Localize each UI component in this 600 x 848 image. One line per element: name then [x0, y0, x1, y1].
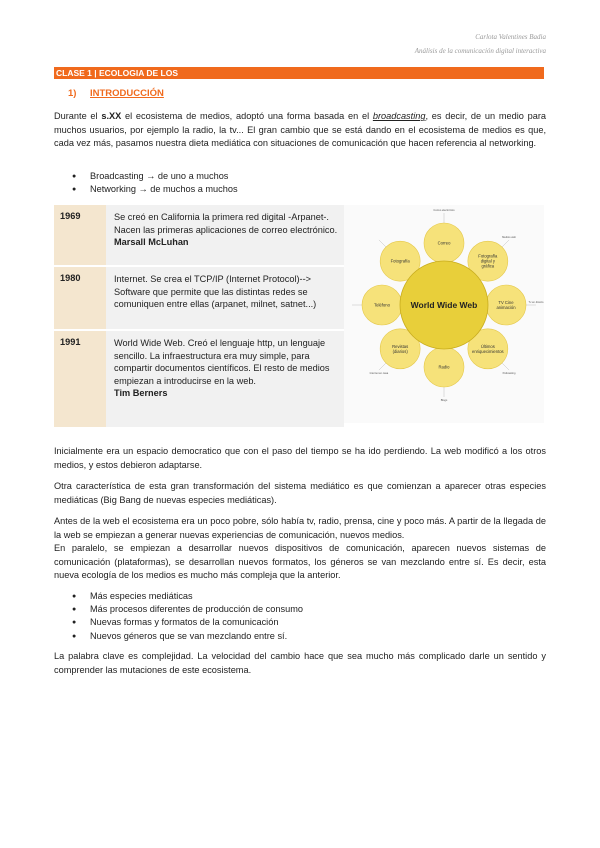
list-item: ● Nuevos géneros que se van mezclando entre sí. [72, 630, 303, 643]
page-header [415, 30, 546, 58]
paragraph: En paralelo, se empiezan a desarrollar nuevos dispositivos de comunicación, aparecen nuevos sistemas de comunicación (plataformas), se desarrollan nuevos formatos, los géneros se van mezclando entre sí. Es decir, esta nueva ecología de los medios es mucho más compleja que la anterior. [54, 543, 546, 580]
conclusion-paragraph: La palabra clave es complejidad. La velocidad del cambio hace que sea mucho más complicado darle un sentido y comprender las mutaciones de este ecosistema. [54, 651, 546, 675]
diagram-petal-label: gráfica [481, 263, 495, 269]
diagram-petal-label: Fotografía [390, 258, 410, 264]
header-author: Carlota Valentines Badia [475, 33, 546, 41]
diagram-petal-label: Correo [437, 240, 451, 246]
diagram-note: Tv en directo [528, 301, 544, 304]
intro-bold: s.XX [101, 111, 122, 121]
paragraph: Otra característica de esta gran transformación del sistema mediático es que comienzan a aparecer otras especies mediáticas (Big Bang de nuevas especies mediáticas). [54, 481, 546, 505]
diagram-petal-label: (diarios) [392, 348, 408, 354]
timeline-year: 1991 [54, 331, 106, 427]
list-item: ● Nuevas formas y formatos de la comunicación [72, 616, 303, 629]
diagram-note: Correo electrónico [433, 209, 455, 212]
diagram-petal-label: Últimos [480, 343, 495, 349]
subsection-number: 1) [68, 88, 77, 99]
table-row [54, 205, 344, 267]
diagram-petal-label: Fotografía [478, 253, 498, 259]
diagram-petal-label: enriquecimientos [472, 348, 504, 354]
changes-list [72, 590, 303, 643]
timeline-year: 1980 [54, 267, 106, 329]
diagram-petal-label: Radio [438, 364, 450, 370]
timeline-text: Internet. Se crea el TCP/IP (Internet Protocol)--> Software que permite que las distintas redes se comuniquen entre ellas (arpanet, milnet, satnet...) [114, 274, 317, 309]
intro-italic: broadcasting [372, 111, 426, 121]
timeline-table [54, 205, 344, 429]
diagram-petal-label: Revistas [392, 343, 409, 349]
paragraph: Antes de la web el ecosistema era un poco pobre, sólo había tv, radio, prensa, cine y poco más. A partir de la llegada de la web se empiezan a generar nuevas experiencias de comunicación, nuevos medios. [54, 516, 546, 540]
diagram-note: Medios web [502, 235, 516, 239]
intro-text-2: el ecosistema de medios, adoptó una forma basada en el [121, 111, 373, 121]
diagram-petal-label: TV Cine [498, 300, 514, 305]
timeline-text: World Wide Web. Creó el lenguaje http, un lenguaje sencillo. La infraestructura era muy simple, para compartir documentos científicos. El resto de medios empiezan a introducirse en la web. [114, 338, 330, 386]
table-row [54, 267, 344, 331]
timeline-description [106, 331, 344, 427]
list-item: ● Networking → de muchos a muchos [72, 183, 238, 196]
diagram-note: Podcasting [502, 372, 516, 376]
intro-text-3: , es decir, de un medio para muchos usuarios, por ejemplo la radio, la tv... El gran cambio que se está dando en el ecosistema de medios es que, cada vez más, pasamos nuestra dieta mediática con situaciones de comunicación que hacen referencia al networking. [54, 111, 546, 148]
timeline-description [106, 267, 344, 329]
diagram-petal-label: digital y [480, 258, 495, 264]
diagram-note: Internet en casa [369, 372, 389, 376]
header-course: Análisis de la comunicación digital interactiva [414, 47, 546, 55]
diagram-petal-label: Teléfono [374, 302, 390, 308]
intro-paragraph [54, 110, 546, 151]
diagram-center-label: World Wide Web [410, 300, 478, 310]
models-list [72, 170, 238, 196]
timeline-author: Marsall McLuhan [114, 237, 189, 247]
table-row [54, 331, 344, 429]
section-title-bar [54, 67, 544, 90]
paragraph: Inicialmente era un espacio democratico que con el paso del tiempo se ha ido perdiendo. La web modificó a los otros medios, y estos debieron adaptarse. [54, 446, 546, 470]
subsection-heading [68, 88, 164, 99]
list-item: ● Más especies mediáticas [72, 590, 303, 603]
timeline-author: Tim Berners [114, 388, 168, 398]
timeline-year: 1969 [54, 205, 106, 265]
intro-text-1: Durante el [54, 111, 102, 121]
subsection-title: INTRODUCCIÓN [90, 88, 164, 99]
diagram-note: Blogs [440, 399, 448, 402]
section-title: CLASE 1 | ECOLOGIA DE LOS MEDIOS [56, 68, 179, 90]
diagram-petal-label: animación [496, 305, 516, 310]
list-item: ● Broadcasting → de uno a muchos [72, 170, 238, 183]
list-item: ● Más procesos diferentes de producción de consumo [72, 603, 303, 616]
flower-diagram [344, 205, 544, 423]
timeline-text: Se creó en California la primera red digital -Arpanet-. Nacen las primeras aplicaciones de correo electrónico. [114, 212, 338, 235]
media-ecosystem-diagram [344, 205, 544, 423]
timeline-description [106, 205, 344, 265]
